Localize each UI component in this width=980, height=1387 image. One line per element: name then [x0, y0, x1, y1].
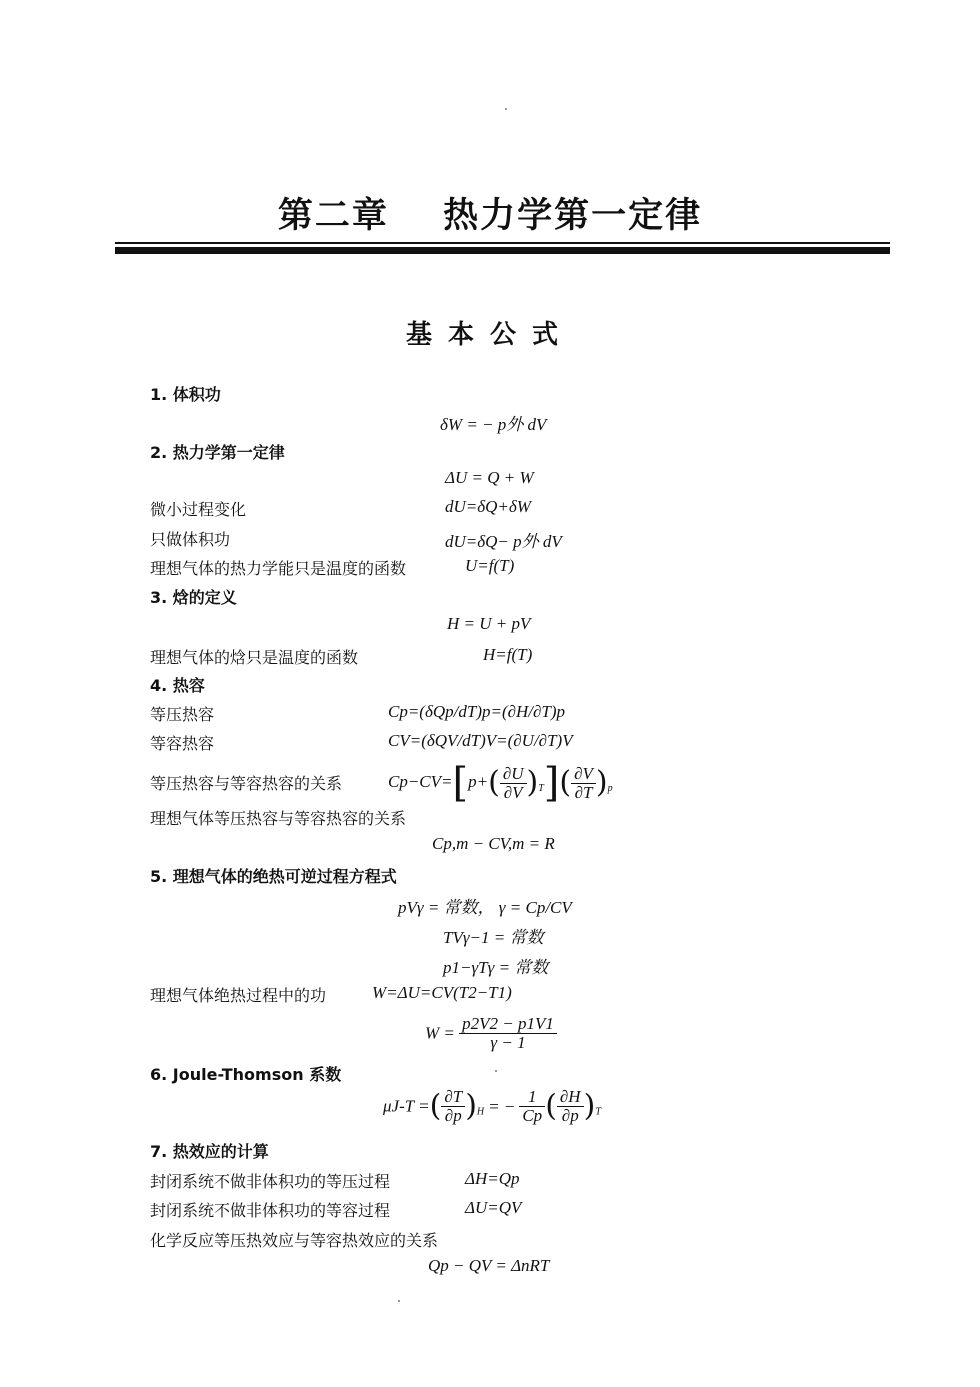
- chapter-title: 第二章 热力学第一定律: [277, 196, 703, 236]
- right-paren: ): [595, 765, 608, 801]
- adiabatic-equation-3: p1−γTγ = 常数: [443, 958, 549, 977]
- scan-speck: [495, 1070, 497, 1072]
- right-paren: ): [526, 765, 539, 801]
- one-over-cp-fraction: [519, 1088, 545, 1125]
- volume-work-only-equation: dU=δQ− p外 dV: [445, 532, 562, 551]
- subscript-T: T: [595, 1106, 601, 1118]
- work-fraction: [459, 1015, 557, 1052]
- dU-dV-fraction: [500, 765, 527, 802]
- fraction-numerator: ∂T: [441, 1088, 465, 1107]
- heat-capacity-relation-label: 等压热容与等容热容的关系: [150, 774, 343, 793]
- adiabatic-equation-2: TVγ−1 = 常数: [443, 928, 544, 947]
- isobaric-heat-capacity-label: 等压热容: [150, 705, 215, 724]
- fraction-denominator: γ − 1: [490, 1033, 526, 1052]
- adiabatic-work-label: 理想气体绝热过程中的功: [150, 986, 327, 1005]
- relation-lhs: Cp−CV=: [388, 772, 453, 791]
- adiabatic-work-equation: W=ΔU=CV(T2−T1): [372, 983, 512, 1002]
- fraction-numerator: ∂V: [571, 765, 596, 784]
- dV-dT-fraction: [571, 765, 596, 802]
- left-bracket: [: [452, 760, 469, 807]
- fraction-numerator: p2V2 − p1V1: [459, 1015, 557, 1034]
- title-rule-thin: [115, 242, 890, 244]
- fraction-denominator: ∂p: [561, 1106, 579, 1125]
- isobaric-process-label: 封闭系统不做非体积功的等压过程: [150, 1172, 391, 1191]
- fraction-numerator: 1: [519, 1088, 545, 1107]
- section-7-heading: 7. 热效应的计算: [150, 1142, 269, 1161]
- fraction-numerator: ∂U: [500, 765, 527, 784]
- adiabatic-work-fraction-equation: [425, 1015, 557, 1052]
- ideal-gas-heat-capacity-relation-label: 理想气体等压热容与等容热容的关系: [150, 809, 407, 828]
- scan-speck: [398, 1300, 400, 1302]
- first-law-equation: ΔU = Q + W: [445, 468, 534, 487]
- left-paren: (: [429, 1088, 442, 1124]
- left-paren: (: [488, 765, 500, 801]
- section-3-heading: 3. 焓的定义: [150, 588, 237, 607]
- fraction-denominator: ∂T: [574, 782, 593, 802]
- reaction-heat-relation-label: 化学反应等压热效应与等容热效应的关系: [150, 1231, 439, 1250]
- ideal-gas-enthalpy-label: 理想气体的焓只是温度的函数: [150, 648, 359, 667]
- work-lhs: W =: [425, 1023, 455, 1043]
- section-5-heading: 5. 理想气体的绝热可逆过程方程式: [150, 867, 397, 886]
- section-6-heading: 6. Joule-Thomson 系数: [150, 1065, 342, 1084]
- isochoric-process-equation: ΔU=QV: [465, 1198, 522, 1217]
- isobaric-heat-capacity-equation: Cp=(δQp/dT)p=(∂H/∂T)p: [388, 702, 566, 721]
- ideal-gas-heat-capacity-relation-equation: Cp,m − CV,m = R: [432, 834, 555, 853]
- subscript-H: H: [476, 1106, 485, 1118]
- isochoric-process-label: 封闭系统不做非体积功的等容过程: [150, 1201, 391, 1220]
- title-rule-thick: [115, 247, 890, 254]
- fraction-denominator: Cp: [522, 1106, 543, 1125]
- section-2-heading: 2. 热力学第一定律: [150, 443, 285, 462]
- fraction-numerator: ∂H: [557, 1088, 584, 1107]
- subscript-T: T: [538, 783, 544, 794]
- left-paren: (: [545, 1088, 557, 1124]
- infinitesimal-change-label: 微小过程变化: [150, 500, 247, 519]
- isochoric-heat-capacity-equation: CV=(δQV/dT)V=(∂U/∂T)V: [388, 731, 573, 750]
- jt-mid: = −: [488, 1096, 516, 1116]
- adiabatic-equation-1: pVγ = 常数， γ = Cp/CV: [398, 898, 572, 917]
- enthalpy-definition-equation: H = U + pV: [447, 614, 531, 633]
- right-bracket: ]: [543, 760, 560, 807]
- volume-work-equation: δW = − p外 dV: [440, 415, 547, 434]
- ideal-gas-enthalpy-equation: H=f(T): [483, 645, 533, 664]
- volume-work-only-label: 只做体积功: [150, 530, 231, 549]
- fraction-denominator: ∂V: [503, 782, 523, 802]
- dH-dp-fraction: [557, 1088, 584, 1125]
- dT-dp-fraction: [441, 1088, 465, 1125]
- ideal-gas-internal-energy-equation: U=f(T): [465, 556, 515, 575]
- relation-p-term: p+: [468, 772, 489, 791]
- right-paren: ): [583, 1088, 596, 1124]
- reaction-heat-relation-equation: Qp − QV = ΔnRT: [428, 1256, 550, 1275]
- infinitesimal-change-equation: dU=δQ+δW: [445, 497, 531, 516]
- joule-thomson-equation: [383, 1088, 601, 1136]
- section-1-heading: 1. 体积功: [150, 385, 221, 404]
- isochoric-heat-capacity-label: 等容热容: [150, 734, 215, 753]
- isobaric-process-equation: ΔH=Qp: [465, 1169, 520, 1188]
- left-paren: (: [559, 765, 572, 801]
- scan-speck: [505, 108, 507, 110]
- section-title: 基本公式: [405, 320, 574, 350]
- right-paren: ): [465, 1088, 477, 1124]
- jt-lhs: μJ-T =: [383, 1096, 430, 1116]
- subscript-p: p: [607, 783, 613, 794]
- section-4-heading: 4. 热容: [150, 676, 205, 695]
- heat-capacity-relation-equation: [388, 758, 613, 806]
- fraction-denominator: ∂p: [444, 1106, 462, 1125]
- ideal-gas-internal-energy-label: 理想气体的热力学能只是温度的函数: [150, 559, 407, 578]
